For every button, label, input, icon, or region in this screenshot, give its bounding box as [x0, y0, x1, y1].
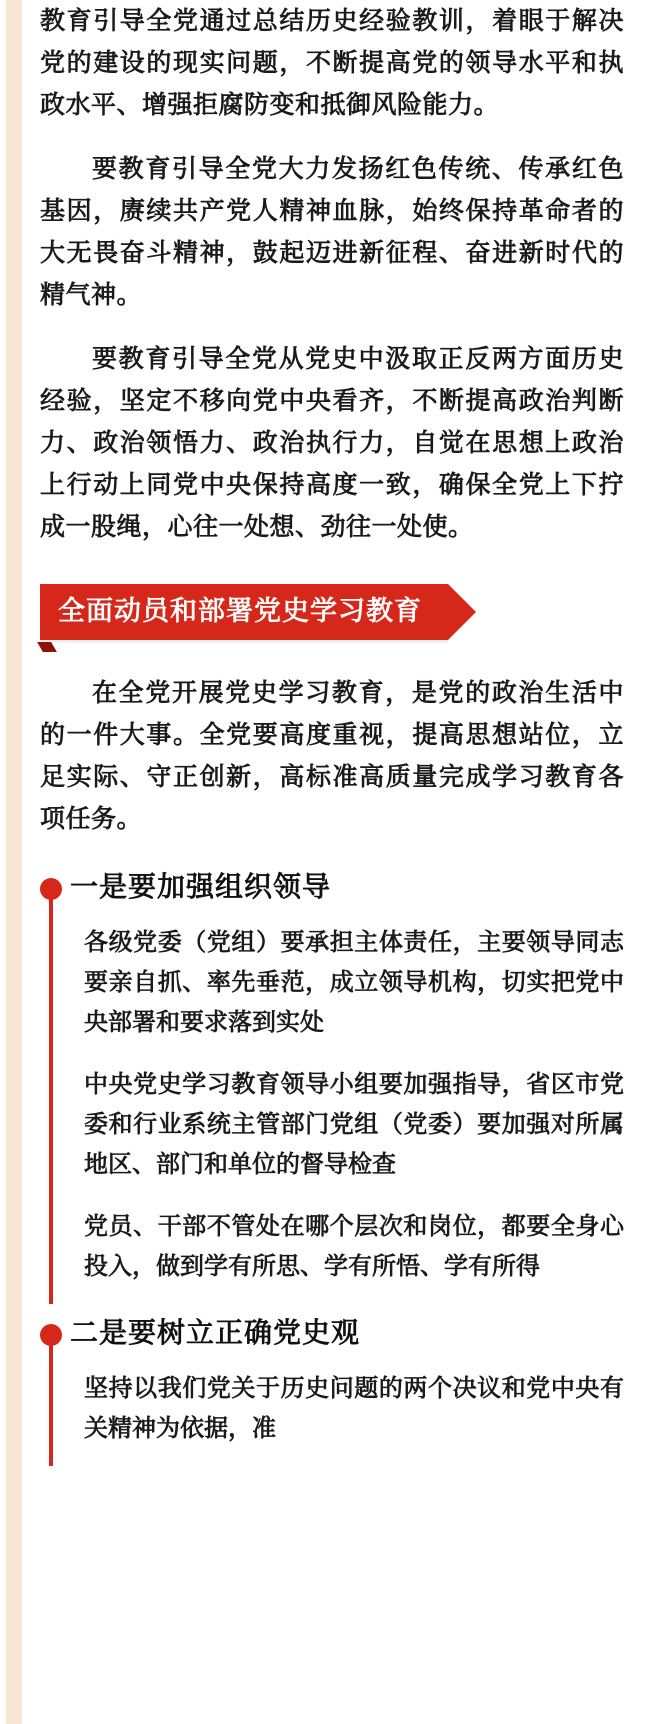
paragraph-spacer: [40, 126, 624, 148]
left-white-margin: [0, 0, 6, 1724]
section-banner: [40, 584, 624, 646]
timeline-section-1: [40, 870, 624, 1286]
banner-paragraph: 在全党开展党史学习教育，是党的政治生活中的一件大事。全党要高度重视，提高思想站位，立足实际、守正创新，高标准高质量完成学习教育各项任务。: [40, 678, 624, 833]
section-1-item-3: 党员、干部不管处在哪个层次和岗位，都要全身心投入，做到学有所思、学有所悟、学有所得: [84, 1211, 624, 1280]
document-content: [22, 0, 650, 1448]
section-banner-label: 全面动员和部署党史学习教育: [40, 584, 448, 640]
intro-paragraph-1: 教育引导全党通过总结历史经验教训，着眼于解决党的建设的现实问题，不断提高党的领导水平和执政水平、增强拒腐防变和抵御风险能力。: [40, 6, 624, 119]
paragraph-spacer: [40, 316, 624, 338]
section-2-heading: 二是要树立正确党史观: [70, 1316, 361, 1349]
intro-paragraph-3: 要教育引导全党从党史中汲取正反两方面历史经验，坚定不移向党中央看齐，不断提高政治判断力、政治领悟力、政治执行力，自觉在思想上政治上行动上同党中央保持高度一致，确保全党上下拧成一股绳，心往一处想、劲往一处使。: [40, 344, 624, 541]
timeline-dot-icon: [40, 878, 62, 900]
section-1-item-2: 中央党史学习教育领导小组要加强指导，省区市党委和行业系统主管部门党组（党委）要加强对所属地区、部门和单位的督导检查: [84, 1069, 624, 1178]
timeline-section-2: [40, 1316, 624, 1448]
section-1-item-1: 各级党委（党组）要承担主体责任，主要领导同志要亲自抓、率先垂范，成立领导机构，切实把党中央部署和要求落到实处: [84, 927, 624, 1036]
section-1-heading: 一是要加强组织领导: [70, 870, 332, 903]
banner-ribbon-tail: [37, 642, 57, 652]
timeline-dot-icon: [40, 1324, 62, 1346]
timeline-rail: [49, 1332, 53, 1466]
section-2-item-1: 坚持以我们党关于历史问题的两个决议和党中央有关精神为依据，准: [84, 1373, 624, 1442]
intro-paragraph-2: 要教育引导全党大力发扬红色传统、传承红色基因，赓续共产党人精神血脉，始终保持革命者的大无畏奋斗精神，鼓起迈进新征程、奋进新时代的精气神。: [40, 154, 624, 309]
timeline-rail: [49, 886, 53, 1304]
